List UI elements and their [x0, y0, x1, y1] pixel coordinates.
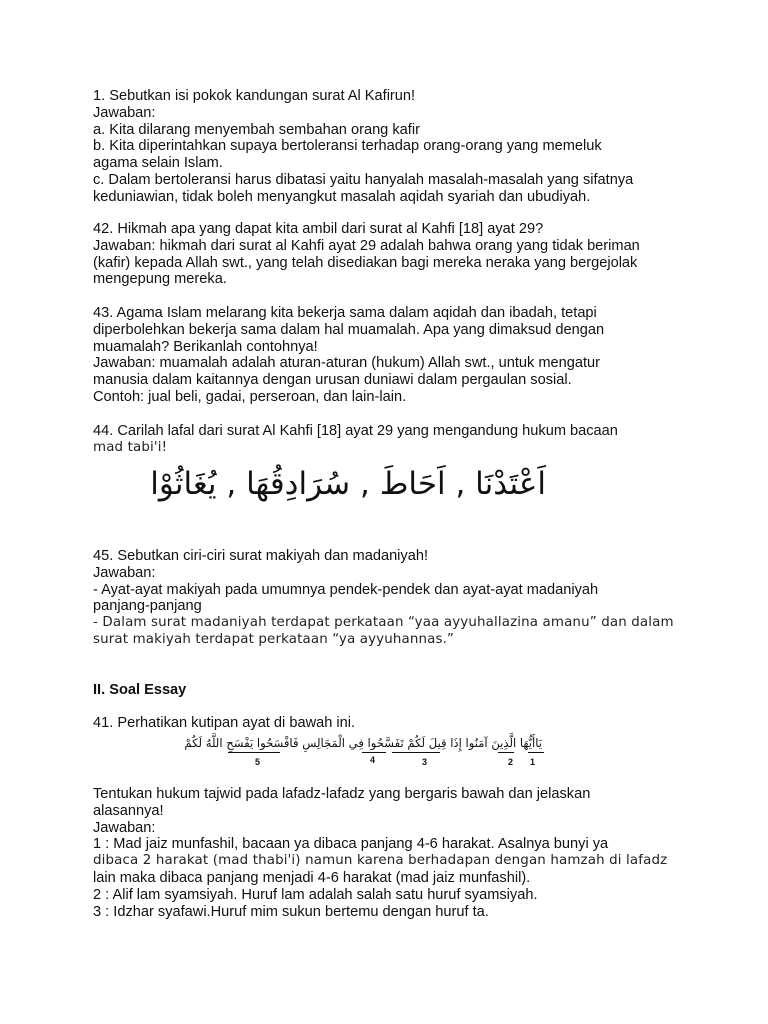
q1-line: 1. Sebutkan isi pokok kandungan surat Al Kafirun!: [93, 88, 416, 104]
arabic-verse: يَاأَيُّهَا الَّذِينَ آمَنُوا إِذَا قِيلَ لَكُمْ تَفَسَّحُوا فِي الْمَجَالِسِ فَافْسَحُوا يَفْسَحِ اللَّهُ لَكُمْ: [184, 736, 542, 750]
q41-intro: 41. Perhatikan kutipan ayat di bawah ini.: [93, 715, 356, 731]
q1-line: b. Kita diperintahkan supaya bertoleransi terhadap orang-orang yang memeluk: [93, 138, 602, 155]
q43-line: muamalah? Berikanlah contohnya!: [93, 338, 318, 355]
q43-line: diperbolehkan bekerja sama dalam hal muamalah. Apa yang dimaksud dengan: [93, 321, 605, 338]
marker-5: 5: [255, 757, 261, 767]
q43-line: Jawaban: muamalah adalah aturan-aturan (hukum) Allah swt., untuk mengatur: [93, 355, 601, 372]
q41-line: 3 : Idzhar syafawi.Huruf mim sukun bertemu dengan huruf ta.: [93, 903, 489, 920]
marker-4: 4: [370, 755, 376, 765]
q45-line: - Dalam surat madaniyah terdapat perkataan “yaa ayyuhallazina amanu” dan dalam: [93, 615, 674, 631]
question-44: [93, 423, 693, 457]
q45-line: - Ayat-ayat makiyah pada umumnya pendek-pendek dan ayat-ayat madaniyah: [93, 581, 599, 598]
question-43: [93, 305, 693, 406]
marker-2: 2: [508, 757, 514, 767]
q44-line: mad tabi'i!: [93, 439, 168, 455]
section-heading: [93, 682, 693, 699]
arabic-mad-tabii-words: اَعْتَدْنَا , اَحَاطَ , سُرَادِقُهَا , يُغَاثُوْا: [150, 466, 546, 502]
q42-line: Jawaban: hikmah dari surat al Kahfi ayat 29 adalah bahwa orang yang tidak beriman: [93, 237, 640, 254]
underline-1: [528, 752, 544, 753]
q42-line: (kafir) kepada Allah swt., yang telah disediakan bagi mereka neraka yang bergejolak: [93, 254, 638, 271]
underline-4: [362, 752, 386, 753]
question-42: [93, 221, 693, 288]
underline-5: [228, 752, 280, 753]
question-1: [93, 88, 693, 206]
q41-line: Jawaban:: [93, 819, 156, 836]
q44-line: 44. Carilah lafal dari surat Al Kahfi [18] ayat 29 yang mengandung hukum bacaan: [93, 423, 618, 439]
q1-line: Jawaban:: [93, 104, 156, 121]
q1-line: a. Kita dilarang menyembah sembahan orang kafir: [93, 121, 420, 138]
q41-line: dibaca 2 harakat (mad thabi'i) namun karena berhadapan dengan hamzah di lafadz: [93, 853, 668, 869]
q43-line: Contoh: jual beli, gadai, perseroan, dan lain-lain.: [93, 388, 407, 405]
q42-line: mengepung mereka.: [93, 271, 227, 288]
q41-line: 1 : Mad jaiz munfashil, bacaan ya dibaca panjang 4-6 harakat. Asalnya bunyi ya: [93, 836, 609, 853]
q45-line: panjang-panjang: [93, 598, 202, 615]
underline-3: [392, 752, 440, 753]
q1-line: keduniawian, tidak boleh menyangkut masalah aqidah syariah dan ubudiyah.: [93, 188, 591, 205]
marker-3: 3: [422, 757, 428, 767]
question-45: [93, 548, 693, 649]
question-41-intro: [93, 715, 693, 732]
marker-1: 1: [530, 757, 536, 767]
q41-line: alasannya!: [93, 802, 164, 819]
q41-line: Tentukan hukum tajwid pada lafadz-lafadz yang bergaris bawah dan jelaskan: [93, 786, 591, 802]
q43-line: 43. Agama Islam melarang kita bekerja sama dalam aqidah dan ibadah, tetapi: [93, 305, 597, 321]
q42-line: 42. Hikmah apa yang dapat kita ambil dari surat al Kahfi [18] ayat 29?: [93, 221, 544, 237]
q45-line: surat makiyah terdapat perkataan “ya ayyuhannas.”: [93, 631, 455, 647]
question-41-body: [93, 786, 693, 920]
q41-line: lain maka dibaca panjang menjadi 4-6 harakat (mad jaiz munfashil).: [93, 869, 531, 886]
q45-line: Jawaban:: [93, 564, 156, 581]
underline-2: [498, 752, 514, 753]
q43-line: manusia dalam kaitannya dengan urusan duniawi dalam pergaulan sosial.: [93, 372, 572, 389]
q1-line: c. Dalam bertoleransi harus dibatasi yaitu hanyalah masalah-masalah yang sifatnya: [93, 171, 634, 188]
section-title: II. Soal Essay: [93, 682, 187, 698]
q1-line: agama selain Islam.: [93, 155, 223, 172]
q41-line: 2 : Alif lam syamsiyah. Huruf lam adalah salah satu huruf syamsiyah.: [93, 886, 538, 903]
q45-line: 45. Sebutkan ciri-ciri surat makiyah dan madaniyah!: [93, 548, 429, 564]
